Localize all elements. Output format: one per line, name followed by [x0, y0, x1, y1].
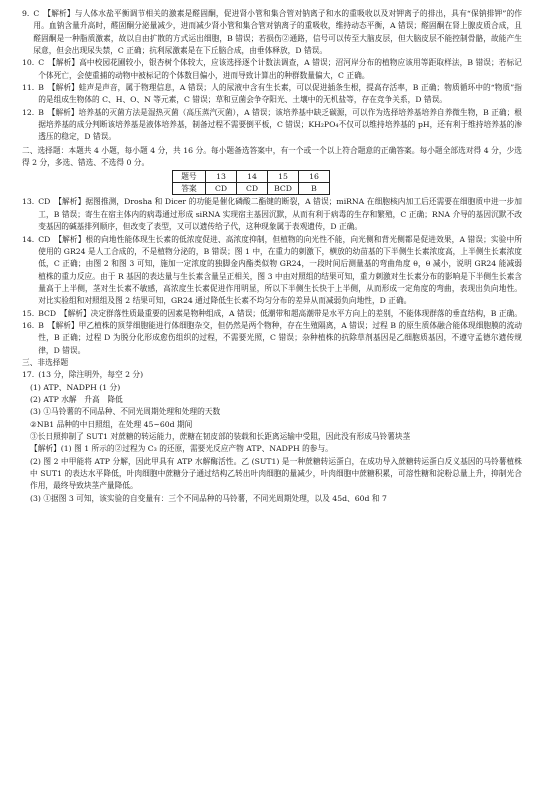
question-number: 16. [22, 320, 35, 330]
question-explanation: B 【解析】甲乙植株的顶芽细胞能进行体细胞杂交，但仍然是两个物种，存在生殖隔离，A 错误；过程 B 的原生质体融合能体现细胞膜的流动性，B 正确；过程 D 为脱分化形成愈伤组织的过程，不需要光照，C 错误；杂种植株的抗除草剂基因是乙细胞质基因，不遵守孟德尔遗传规律，D 错误。 [38, 320, 522, 355]
question-number: 13. [22, 197, 35, 207]
answer-table-cell: BCD [268, 183, 299, 195]
answer-key-page [22, 8, 522, 505]
answer-table-row-label: 题号 [173, 171, 206, 183]
answer-table-cell: 13 [206, 171, 237, 183]
question-explanation: C 【解析】高中校园花圃较小，银杏树个体较大，应该选择逐个计数法调查，A 错误；沼河岸分布的植物应该用等距取样法，B 错误；若标记个体死亡，会使重捕的动物中被标记的个体数目偏小，进而导致计算出的种群数量偏大，C 正确。 [38, 58, 522, 80]
question-9 [22, 8, 522, 57]
answer-table-cell: CD [237, 183, 268, 195]
question-15 [22, 308, 522, 320]
question-16 [22, 320, 522, 357]
question-14 [22, 234, 522, 308]
question-number: 15. [22, 308, 35, 318]
question-explanation: B 【解析】培养基的灭菌方法是湿热灭菌（高压蒸汽灭菌），A 错误；该培养基中缺乏碳源，可以作为选择培养基培养自养微生物，B 正确；根据培养基的成分判断该培养基是液体培养基，制备过程不需要倒平板，C 错误；KH₂PO₄不仅可以维持培养基的 pH，还有利于维持培养基的渗透压的稳定，D 错误。 [38, 107, 522, 142]
question-explanation: CD 【解析】据图推测，Drosha 和 Dicer 的功能是催化磷酸二酯键的断裂，A 错误；miRNA 在细胞核内加工后还需要在细胞质中进一步加工，B 错误；寄生在宿主体内的病毒通过形成 siRNA 实现宿主基因沉默，从而有利于病毒的生存和繁殖，C 正确；RNA 介导的基因沉默不改变基因的碱基排列顺序，但改变了表型，又可以遗传给子代，这种现象属于表观遗传，D 正确。 [38, 197, 522, 232]
question-12 [22, 107, 522, 144]
section-2-heading: 二、选择题：本题共 4 小题，每小题 4 分，共 16 分。每小题备选答案中，有一个或一个以上符合题意的正确答案。每小题全部选对得 4 分，少选得 2 分，多选、错选、不选得 0 分。 [22, 145, 522, 168]
question-score-note: (13 分，除注明外，每空 2 分) [38, 370, 144, 380]
answer-table-cell: 14 [237, 171, 268, 183]
question-number: 12. [22, 107, 35, 117]
question-number: 11. [22, 83, 35, 93]
answer-table-cell: CD [206, 183, 237, 195]
answer-table-cell: B [299, 183, 330, 195]
question-explanation: BCD 【解析】决定群落性质最重要的因素是物种组成，A 错误；低潮带和超高潮带是水平方向上的差别，不能体现群落的垂直结构，B 正确。 [38, 308, 522, 318]
answer-table-header-row [173, 171, 330, 183]
answer-table-cell: 15 [268, 171, 299, 183]
question-13 [22, 196, 522, 233]
q17-explanation-2: (2) 图 2 中甲能将 ATP 分解，因此甲具有 ATP 水解酶活性。乙 (SUT1) 是一种蔗糖转运蛋白，在成功导入蔗糖转运蛋白反义基因的马铃薯植株中 SUT1 的表达水平降低，叶肉细胞中蔗糖分子通过结构乙转出叶肉细胞的量减少，叶肉细胞中蔗糖积累，可溶性糖和淀粉总量上升，抑制光合作用，最终导致块茎产量降低。 [30, 456, 522, 491]
section-3-heading: 三、非选择题 [22, 357, 69, 367]
answer-table [172, 170, 330, 195]
answer-table-cell: 16 [299, 171, 330, 183]
question-explanation: CD 【解析】根的向地性能体现生长素的低浓度促进、高浓度抑制，但植物的向光性不能，向光侧和背光侧都是促进效果，A 错误；实验中所使用的 GR24 是人工合成的，不是植物分泌的，B 错误；图 1 中，在重力的刺激下，横放的幼苗基的下半侧生长素浓度高，上半侧生长素浓度低，C 正确；由图 2 和图 3 可知，施加一定浓度的独脚金内酯类似物 GR24，一段时间后测量基的弯曲角度 θ，θ 减小，说明 GR24 能减弱植株的重力反应。由于 R 基因的表达量与生长素含量呈正相关，图 3 中由对照组的结果可知，重力刺激对生长素分布的影响是下半侧生长素含量高于上半侧，茎对生长素不敏感，高浓度生长素促进作用明显，所以下半侧生长快于上半侧，从而形成一定角度的弯曲，表现出负向地性。对比实验组和对照组及图 2 结果可知，GR24 通过降低生长素不均匀分布的差异从而减弱负向地性，D 正确。 [38, 234, 522, 306]
question-number: 14. [22, 234, 35, 244]
q17-answer-3-1: (3) ①马铃薯的不同品种、不同光周期处理和处理的天数 [30, 407, 221, 417]
question-number: 9. [22, 9, 30, 18]
question-number: 17. [22, 370, 35, 380]
question-10 [22, 57, 522, 82]
question-17 [22, 369, 522, 381]
q17-explanation-3: (3) ①据图 3 可知，该实验的自变量有：三个不同品种的马铃薯，不同光周期处理，以及 45d、60d 和 7 [30, 493, 387, 503]
question-11 [22, 82, 522, 107]
q17-answer-3-3: ③长日照抑制了 SUT1 对蔗糖的转运能力，蔗糖在韧皮部的装载和长距离运输中受阻，因此没有形成马铃薯块茎 [30, 432, 411, 441]
question-number: 10. [22, 58, 35, 68]
question-explanation: B 【解析】蛙声是声音，属于物理信息，A 错误；人的尿液中含有生长素，可以促进插条生根，提高存活率，B 正确；物质循环中的“物质”指的是组成生物体的 C、H、O、N 等元素，C 错误；草和豆菌会争夺阳光、土壤中的无机盐等，存在竞争关系，D 错误。 [38, 83, 522, 105]
q17-answer-3-2: ②NB1 品种的中日照组，在处理 45~60d 期间 [30, 419, 193, 429]
q17-explanation-1: 【解析】(1) 图 1 所示的②过程为 C₃ 的还原，需要光反应产物 ATP、NADPH 的参与。 [30, 444, 333, 454]
question-explanation: C 【解析】与人体水盐平衡调节相关的激素是醛固酮，促进肾小管和集合管对钠离子和水的重吸收以及对钾离子的排出，具有“保钠排钾”的作用。血钠含量升高时，醛固酮分泌量减少，进而减少肾小管和集合管对钠离子的重吸收，维持动态平衡，A 错误；醛固酮在肾上腺皮质合成，且醛固酮是一种脂质激素，故以自由扩散的方式运出细胞，B 错误；若损伤②通路，信号可以传至大脑皮层，但大脑皮层不能控制骨骼，故能产生尿意，但会出现尿失禁，C 正确；抗利尿激素是在下丘脑合成，由垂体释放，D 错误。 [33, 9, 522, 56]
q17-answer-2: (2) ATP 水解 升高 降低 [30, 394, 123, 404]
answer-table-row-label: 答案 [173, 183, 206, 195]
answer-table-answer-row [173, 183, 330, 195]
q17-answer-1: (1) ATP、NADPH (1 分) [30, 382, 121, 392]
